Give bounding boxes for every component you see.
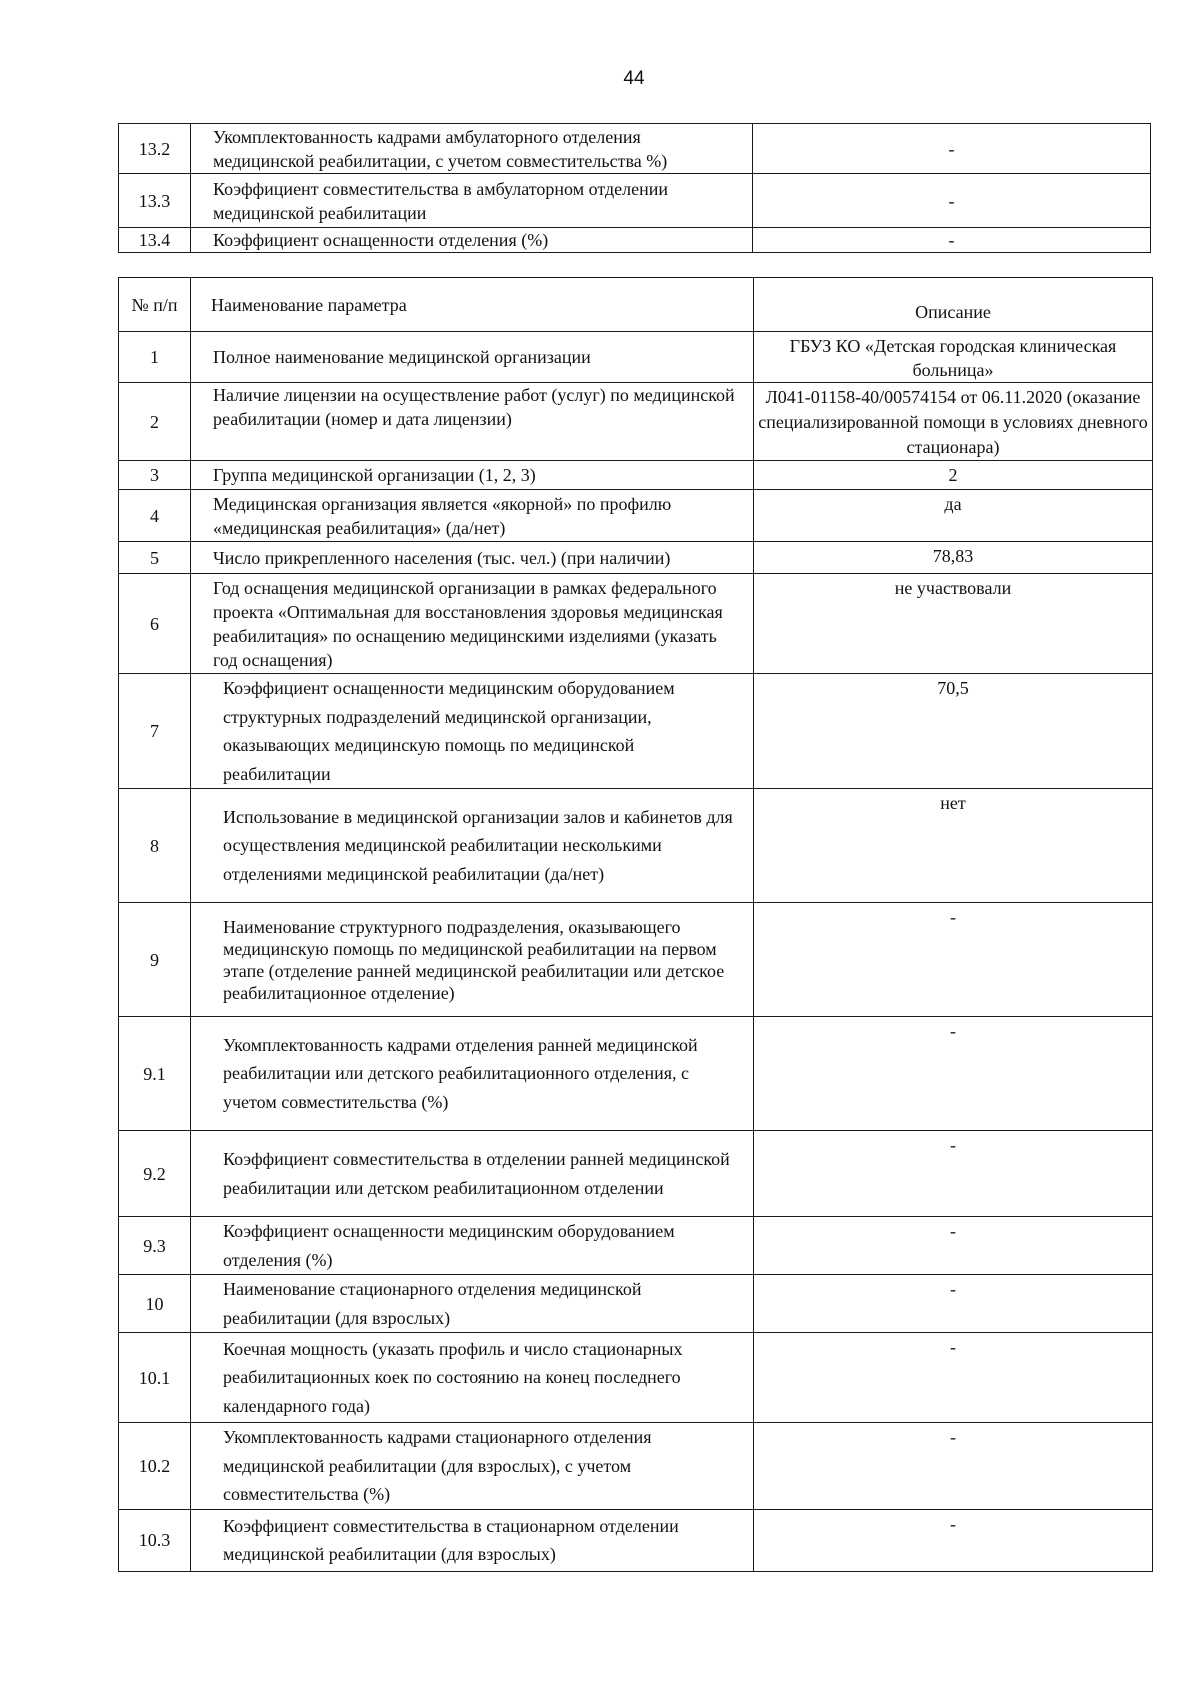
header-parameter: Наименование параметра bbox=[191, 278, 754, 332]
parameter-value: нет bbox=[754, 789, 1153, 903]
table-row bbox=[119, 789, 1153, 903]
parameter-value: не участвовали bbox=[754, 574, 1153, 674]
row-number: 10.2 bbox=[119, 1423, 191, 1510]
row-number: 10 bbox=[119, 1275, 191, 1333]
table-row bbox=[119, 490, 1153, 542]
parameter-name: Наименование стационарного отделения медицинской реабилитации (для взрослых) bbox=[191, 1275, 754, 1333]
table-row bbox=[119, 461, 1153, 490]
parameter-value: - bbox=[754, 1217, 1153, 1275]
row-number: 9.1 bbox=[119, 1017, 191, 1131]
parameter-value: 2 bbox=[754, 461, 1153, 490]
parameter-name: Коэффициент совместительства в стационарном отделении медицинской реабилитации (для взрослых) bbox=[191, 1509, 754, 1571]
row-number: 3 bbox=[119, 461, 191, 490]
parameter-value: - bbox=[754, 1333, 1153, 1423]
row-number: 4 bbox=[119, 490, 191, 542]
parameter-name: Коэффициент совместительства в отделении ранней медицинской реабилитации или детском реабилитационном отделении bbox=[191, 1131, 754, 1217]
table-row bbox=[119, 1509, 1153, 1571]
header-number: № п/п bbox=[119, 278, 191, 332]
parameter-value: - bbox=[754, 1509, 1153, 1571]
parameter-value: да bbox=[754, 490, 1153, 542]
parameter-name: Коэффициент оснащенности медицинским оборудованием структурных подразделений медицинской организации, оказывающих медицинскую помощь по медицинской реабилитации bbox=[191, 674, 754, 789]
row-number: 7 bbox=[119, 674, 191, 789]
parameter-value: - bbox=[753, 124, 1151, 174]
parameter-name: Укомплектованность кадрами отделения ранней медицинской реабилитации или детского реабилитационного отделения, с учетом совместительства (%) bbox=[191, 1017, 754, 1131]
parameter-value: 70,5 bbox=[754, 674, 1153, 789]
parameter-value: - bbox=[754, 903, 1153, 1017]
parameter-name: Использование в медицинской организации залов и кабинетов для осуществления медицинской реабилитации несколькими отделениями медицинской реабилитации (да/нет) bbox=[191, 789, 754, 903]
parameter-name: Наличие лицензии на осуществление работ (услуг) по медицинской реабилитации (номер и дата лицензии) bbox=[191, 383, 754, 461]
table-row bbox=[119, 674, 1153, 789]
top-table bbox=[118, 123, 1151, 253]
parameter-value: ГБУЗ КО «Детская городская клиническая больница» bbox=[754, 332, 1153, 383]
table-row bbox=[119, 574, 1153, 674]
parameter-value: - bbox=[754, 1423, 1153, 1510]
parameter-value: - bbox=[753, 228, 1151, 253]
main-table bbox=[118, 277, 1153, 1572]
row-number: 2 bbox=[119, 383, 191, 461]
parameter-name: Коэффициент совместительства в амбулаторном отделении медицинской реабилитации bbox=[191, 174, 753, 228]
row-number: 1 bbox=[119, 332, 191, 383]
table-header-row bbox=[119, 278, 1153, 332]
table-row bbox=[119, 383, 1153, 461]
row-number: 10.3 bbox=[119, 1509, 191, 1571]
row-number: 10.1 bbox=[119, 1333, 191, 1423]
row-number: 5 bbox=[119, 542, 191, 574]
row-number: 13.2 bbox=[119, 124, 191, 174]
parameter-name: Группа медицинской организации (1, 2, 3) bbox=[191, 461, 754, 490]
parameter-name: Коечная мощность (указать профиль и число стационарных реабилитационных коек по состоянию на конец последнего календарного года) bbox=[191, 1333, 754, 1423]
row-number: 13.4 bbox=[119, 228, 191, 253]
parameter-name: Год оснащения медицинской организации в рамках федерального проекта «Оптимальная для восстановления здоровья медицинская реабилитация» по оснащению медицинскими изделиями (указать год оснащения) bbox=[191, 574, 754, 674]
parameter-name: Число прикрепленного населения (тыс. чел.) (при наличии) bbox=[191, 542, 754, 574]
table-row bbox=[119, 1333, 1153, 1423]
parameter-name: Коэффициент оснащенности отделения (%) bbox=[191, 228, 753, 253]
parameter-name: Укомплектованность кадрами амбулаторного отделения медицинской реабилитации, с учетом совместительства %) bbox=[191, 124, 753, 174]
table-row bbox=[119, 332, 1153, 383]
parameter-value: - bbox=[754, 1275, 1153, 1333]
parameter-value: - bbox=[754, 1131, 1153, 1217]
parameter-name: Укомплектованность кадрами стационарного отделения медицинской реабилитации (для взрослых), с учетом совместительства (%) bbox=[191, 1423, 754, 1510]
table-row bbox=[119, 174, 1151, 228]
table-row bbox=[119, 1423, 1153, 1510]
table-row bbox=[119, 903, 1153, 1017]
table-row bbox=[119, 124, 1151, 174]
parameter-name: Наименование структурного подразделения, оказывающего медицинскую помощь по медицинской реабилитации на первом этапе (отделение ранней медицинской реабилитации или детское реабилитационное отделение) bbox=[191, 903, 754, 1017]
table-row bbox=[119, 1017, 1153, 1131]
page-number: 44 bbox=[623, 68, 645, 89]
parameter-value: - bbox=[753, 174, 1151, 228]
row-number: 8 bbox=[119, 789, 191, 903]
parameter-name: Коэффициент оснащенности медицинским оборудованием отделения (%) bbox=[191, 1217, 754, 1275]
parameter-name: Полное наименование медицинской организации bbox=[191, 332, 754, 383]
table-row bbox=[119, 1217, 1153, 1275]
header-description: Описание bbox=[754, 278, 1153, 332]
table-row bbox=[119, 1275, 1153, 1333]
parameter-value: 78,83 bbox=[754, 542, 1153, 574]
table-row bbox=[119, 1131, 1153, 1217]
table-row bbox=[119, 542, 1153, 574]
row-number: 9 bbox=[119, 903, 191, 1017]
row-number: 13.3 bbox=[119, 174, 191, 228]
row-number: 6 bbox=[119, 574, 191, 674]
parameter-name: Медицинская организация является «якорной» по профилю «медицинская реабилитация» (да/нет) bbox=[191, 490, 754, 542]
parameter-value: - bbox=[754, 1017, 1153, 1131]
parameter-value: Л041-01158-40/00574154 от 06.11.2020 (оказание специализированной помощи в условиях дневного стационара) bbox=[754, 383, 1153, 461]
table-row bbox=[119, 228, 1151, 253]
row-number: 9.3 bbox=[119, 1217, 191, 1275]
row-number: 9.2 bbox=[119, 1131, 191, 1217]
